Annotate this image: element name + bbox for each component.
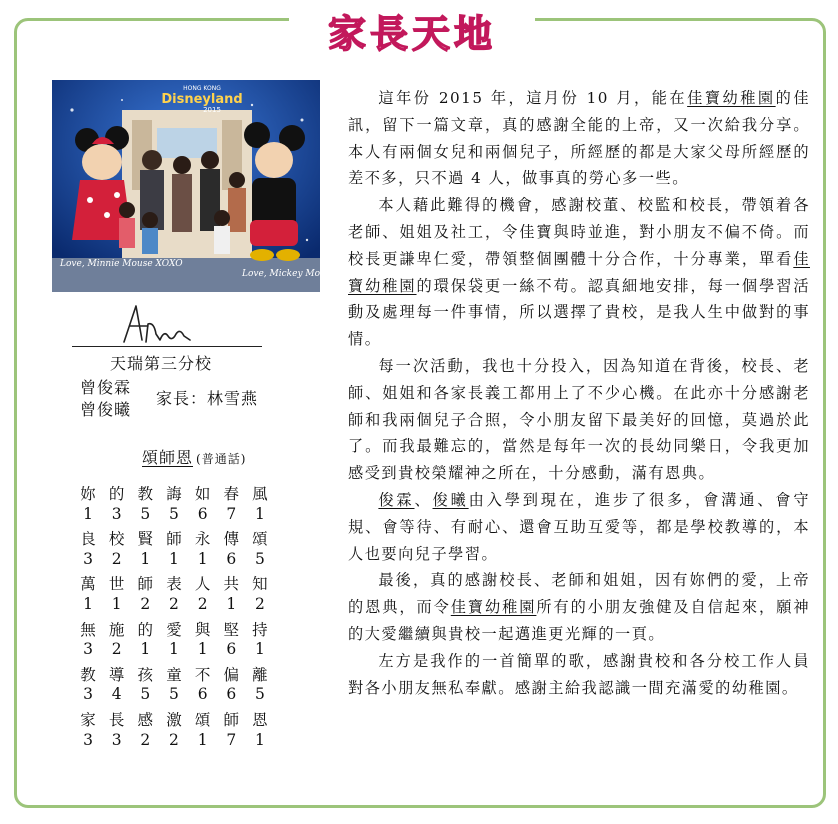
song-note: 1 — [197, 730, 208, 749]
song-lyric-char: 春 — [223, 485, 240, 503]
song-note: 5 — [140, 685, 151, 704]
song-note: 2 — [255, 594, 265, 613]
article-paragraph: 左方是我作的一首簡單的歌，感謝貴校和各分校工作人員對各小朋友無私奉獻。感謝主給我認識一間充滿愛的幼稚園。 — [348, 651, 810, 697]
child-name-ref: 俊霖 — [378, 490, 415, 509]
school-name-link: 佳寶幼稚園 — [687, 89, 776, 107]
song-note: 5 — [255, 549, 265, 568]
song-lyric-char: 賢 — [137, 530, 154, 549]
song-lyric-line — [78, 708, 270, 731]
song-lyric-char: 傳 — [223, 530, 240, 549]
song-note: 1 — [140, 549, 151, 568]
song-note: 5 — [140, 504, 151, 523]
article-paragraph: 本人藉此難得的機會，感謝校董、校監和校長，帶領着各老師、姐姐及社工，令佳寶與時並進，對小朋友不偏不倚。而校長更謙卑仁愛，帶領整個團體十分合作，十分專業，單看佳寶幼稚園的環保袋更一絲不苟。認真細地安排，每一個學習活動及處理每一件事情，所以選擇了貴校，是我人生中做對的事情。 — [348, 196, 811, 349]
song-lyric-line — [78, 527, 270, 550]
song-lyric-char: 長 — [108, 710, 125, 729]
child-name: 曾俊霖 — [80, 378, 132, 397]
song-lyric-char: 不 — [194, 665, 211, 684]
handwritten-signature — [72, 300, 268, 346]
song-title-text: 頌師恩 — [142, 448, 194, 467]
song-note: 4 — [111, 685, 122, 704]
song-lyric-char: 堅 — [223, 620, 240, 639]
song-lyric-char: 教 — [137, 485, 154, 503]
song-note: 1 — [255, 730, 265, 749]
song-note: 6 — [197, 504, 208, 523]
song-note: 2 — [169, 730, 179, 749]
song-note: 6 — [197, 685, 208, 704]
child-name: 曾俊曦 — [80, 400, 132, 419]
song-lyric-line — [78, 663, 270, 686]
song-lyric-char: 頌 — [252, 530, 268, 549]
song-lyric-char: 師 — [137, 575, 154, 594]
svg-text:HONG KONG: HONG KONG — [183, 85, 221, 92]
school-name-link: 佳寶幼稚園 — [450, 598, 537, 617]
article-paragraph: 俊霖、俊曦由入學到現在，進步了很多，會溝通、會守規、會等待、有耐心、還會互助互愛等，都是學校教導的，本人也要向兒子學習。 — [348, 490, 811, 563]
song-lyric-char: 偏 — [223, 665, 240, 684]
song-note: 2 — [140, 730, 151, 749]
song-lyric-char: 的 — [108, 485, 125, 503]
song-note: 3 — [83, 730, 93, 749]
svg-text:Love, Minnie Mouse XOXO: Love, Minnie Mouse XOXO — [60, 259, 183, 269]
song-lyric-char: 世 — [108, 575, 125, 594]
song-note: 1 — [226, 594, 237, 613]
song-lyric-char: 良 — [80, 530, 96, 549]
svg-text:Love, Mickey Mouse: Love, Mickey Mouse — [242, 269, 336, 279]
song-note: 5 — [169, 685, 179, 704]
song-lyric-char: 妳 — [80, 485, 96, 503]
song-note: 3 — [111, 504, 122, 523]
song-note: 1 — [255, 640, 265, 659]
song-lyric-char: 校 — [108, 530, 125, 549]
song-lyric-char: 風 — [252, 485, 268, 503]
song-note: 6 — [226, 685, 237, 704]
song-notation-line — [78, 595, 270, 618]
song-note: 1 — [169, 640, 179, 659]
song-lyric-char: 無 — [80, 620, 96, 639]
song-lyric-char: 永 — [194, 530, 211, 549]
song-lyric-char: 童 — [166, 665, 182, 684]
song-note: 1 — [197, 549, 208, 568]
song-lyric-char: 師 — [166, 530, 182, 549]
parent-name: 家長：林雪燕 — [156, 389, 259, 408]
song-title — [142, 445, 246, 468]
song-note: 7 — [226, 504, 237, 523]
song-note: 5 — [255, 685, 265, 704]
song-note: 1 — [169, 549, 179, 568]
song-note: 7 — [226, 730, 237, 749]
song-note: 2 — [197, 594, 208, 613]
song-lyric-char: 師 — [223, 710, 240, 729]
song-notation-line — [78, 731, 270, 754]
child-name-ref: 俊曦 — [432, 490, 469, 509]
song-lyric-char: 感 — [137, 710, 154, 729]
song-note: 2 — [140, 594, 151, 613]
song-lyric-char: 人 — [194, 575, 211, 594]
song-note: 3 — [83, 549, 93, 568]
song-lyric-char: 持 — [252, 620, 268, 639]
song-language-note: (普通話) — [196, 452, 247, 466]
song-notation-line — [78, 640, 270, 663]
song-lyric-char: 的 — [137, 620, 154, 639]
article-body — [348, 85, 810, 701]
header — [289, 2, 535, 58]
disneyland-photo-image — [52, 80, 336, 292]
song-note: 1 — [140, 640, 151, 659]
family-photo — [52, 80, 336, 292]
song-lyric-char: 表 — [166, 575, 182, 594]
song-lyric-char: 孩 — [137, 665, 154, 684]
song-lyric-char: 知 — [252, 575, 268, 594]
song-note: 5 — [169, 504, 179, 523]
article-paragraph: 這年份 2015 年，這月份 10 月，能在佳寶幼稚園的佳訊，留下一篇文章，真的感謝全能的上帝，又一次給我分享。本人有兩個女兒和兩個兒子，所經歷的都是大家父母所經歷的差不多，只不過 4 人，做事真的勞心多一些。 — [348, 89, 811, 188]
song-note: 3 — [83, 640, 93, 659]
song-lyric-char: 家 — [80, 710, 96, 729]
song-notation-line — [78, 550, 270, 573]
children-names — [80, 377, 131, 421]
song-note: 2 — [169, 594, 179, 613]
song-note: 1 — [83, 504, 93, 523]
song-note: 1 — [111, 594, 122, 613]
song-lyric-char: 施 — [108, 620, 125, 639]
song-lyric-char: 頌 — [194, 710, 211, 729]
school-name-link: 佳寶幼稚園 — [348, 249, 810, 295]
article-paragraph: 最後，真的感謝校長、老師和姐姐，因有妳們的愛，上帝的恩典，而令佳寶幼稚園所有的小朋友強健及自信起來，願神的大愛繼續與貴校一起邁進更光輝的一頁。 — [348, 571, 811, 643]
svg-text:2015: 2015 — [203, 106, 221, 114]
song-note: 6 — [226, 640, 237, 659]
song-notation-line — [78, 505, 270, 528]
song-lyric-char: 與 — [194, 620, 211, 639]
song-lyric-char: 離 — [252, 665, 268, 684]
song-lyric-char: 共 — [223, 575, 240, 594]
song-note: 3 — [111, 730, 122, 749]
song-lyric-char: 導 — [108, 665, 125, 684]
song-note: 6 — [226, 549, 237, 568]
song-note: 2 — [111, 549, 122, 568]
song-note: 3 — [83, 685, 93, 704]
song-note: 1 — [255, 504, 265, 523]
svg-text:Disneyland: Disneyland — [161, 92, 243, 107]
article-paragraph: 每一次活動，我也十分投入，因為知道在背後，校長、老師、姐姐和各家長義工都用上了不少心機。在此亦十分感謝老師和我兩個兒子合照，令小朋友留下最美好的回憶，莫過於此了。而我最難忘的，當然是每年一次的長幼同樂日，令我更加感受到貴校榮耀神之所在，十分感動，滿有恩典。 — [348, 356, 810, 483]
song-lyric-char: 誨 — [166, 485, 182, 503]
song-notation-line — [78, 685, 270, 708]
song-lyric-char: 愛 — [166, 620, 182, 639]
song-lyrics-notation — [78, 482, 278, 753]
song-lyric-char: 萬 — [80, 575, 96, 594]
song-lyric-line — [78, 618, 270, 641]
song-lyric-char: 教 — [80, 665, 96, 684]
song-lyric-char: 如 — [194, 485, 211, 503]
song-lyric-char: 激 — [166, 710, 182, 729]
song-lyric-line — [78, 572, 270, 595]
song-note: 1 — [83, 594, 93, 613]
song-lyric-char: 恩 — [252, 710, 268, 729]
school-name: 天瑞第三分校 — [110, 354, 213, 373]
song-lyric-line — [78, 482, 270, 505]
signature-line — [72, 346, 262, 347]
page-title: 家長天地 — [327, 11, 496, 56]
song-note: 2 — [111, 640, 122, 659]
song-note: 1 — [197, 640, 208, 659]
